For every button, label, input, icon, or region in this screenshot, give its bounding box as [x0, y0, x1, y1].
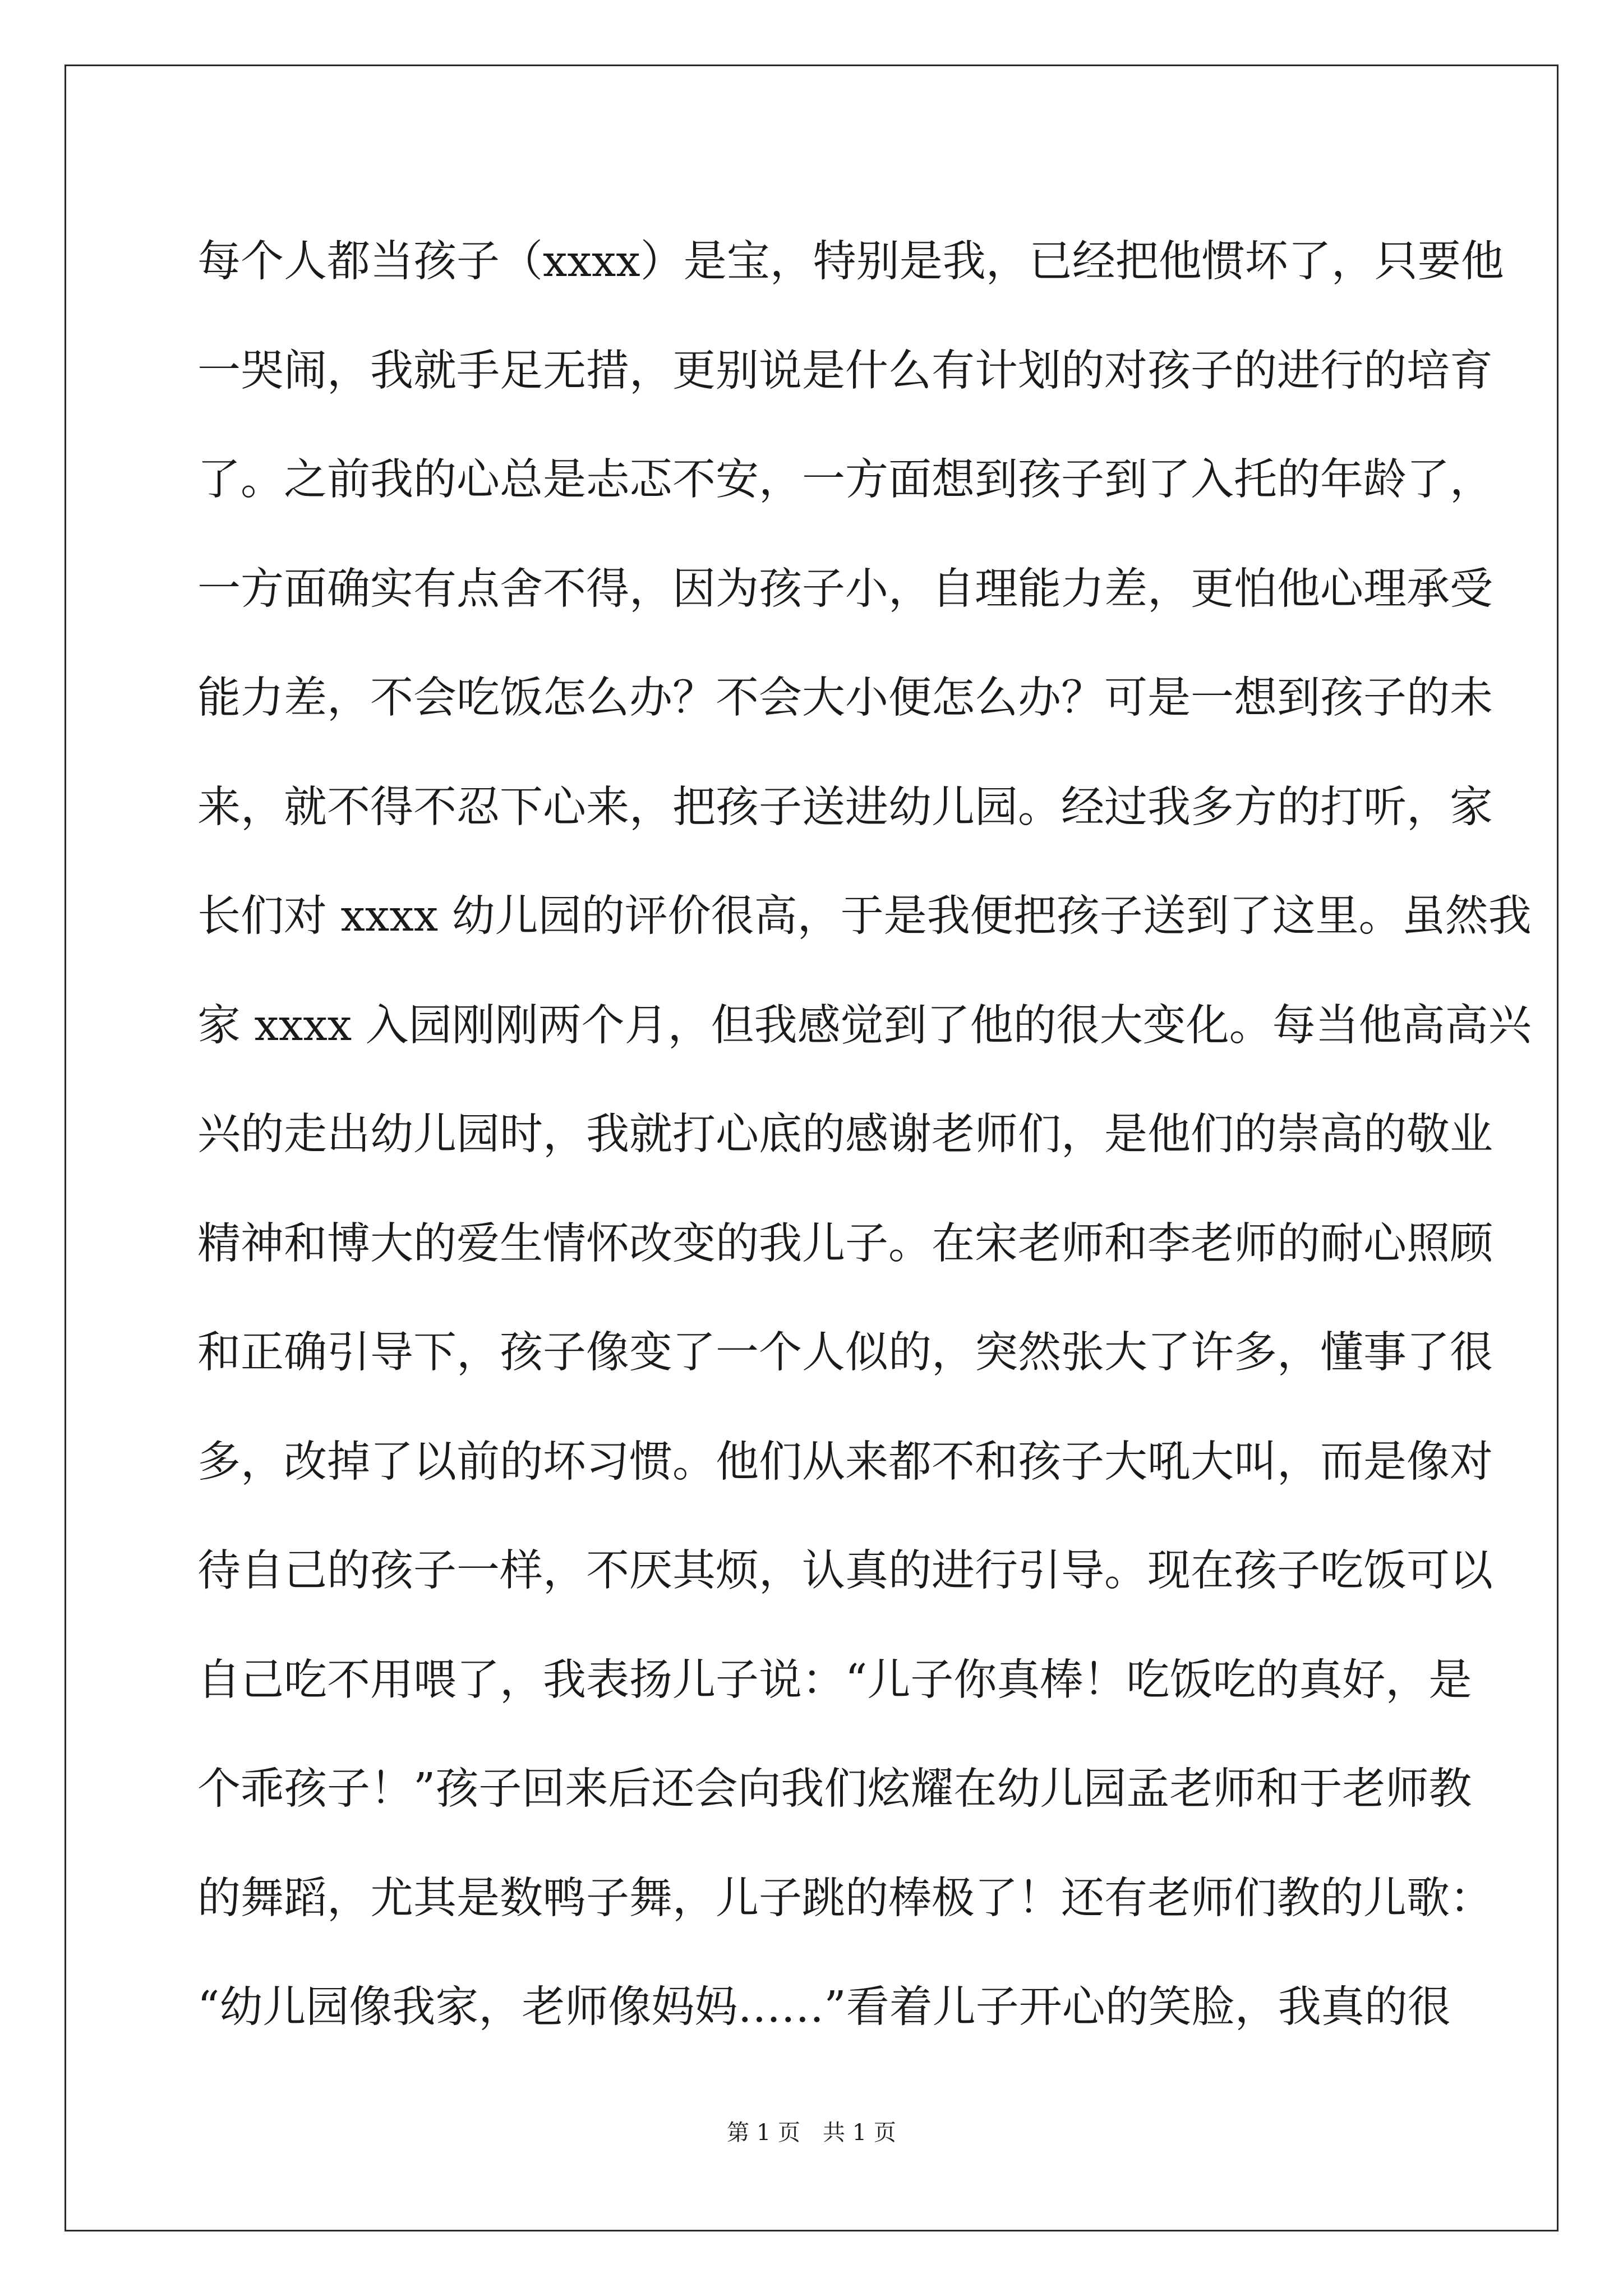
- text-line: 的舞蹈，尤其是数鸭子舞，儿子跳的棒极了！还有老师们教的儿歌：: [197, 1873, 1493, 1924]
- text-line: 每个人都当孩子（xxxx）是宝，特别是我，已经把他惯坏了，只要他: [197, 237, 1504, 287]
- document-body: [197, 208, 1532, 2063]
- text-line: 长们对 xxxx 幼儿园的评价很高，于是我便把孩子送到了这里。虽然我: [197, 891, 1532, 941]
- text-line: 能力差，不会吃饭怎么办？不会大小便怎么办？可是一想到孩子的未: [197, 673, 1493, 723]
- text-line: 精神和博大的爱生情怀改变的我儿子。在宋老师和李老师的耐心照顾: [197, 1218, 1493, 1269]
- text-line: 一哭闹，我就手足无措，更别说是什么有计划的对孩子的进行的培育: [197, 346, 1493, 396]
- text-line: 兴的走出幼儿园时，我就打心底的感谢老师们，是他们的崇高的敬业: [197, 1110, 1493, 1159]
- text-line: 家 xxxx 入园刚刚两个月，但我感觉到了他的很大变化。每当他高高兴: [197, 1000, 1532, 1051]
- text-line: 了。之前我的心总是忐忑不安，一方面想到孩子到了入托的年龄了，: [197, 455, 1493, 505]
- text-line: “幼儿园像我家，老师像妈妈……”看着儿子开心的笑脸，我真的很: [197, 1982, 1451, 2032]
- text-line: 来，就不得不忍下心来，把孩子送进幼儿园。经过我多方的打听，家: [197, 782, 1493, 832]
- text-line: 自己吃不用喂了，我表扬儿子说：“儿子你真棒！吃饭吃的真好，是: [197, 1655, 1472, 1705]
- page-number-footer: 第 1 页 共 1 页: [727, 2120, 896, 2146]
- text-line: 和正确引导下，孩子像变了一个人似的，突然张大了许多，懂事了很: [197, 1328, 1493, 1378]
- text-line: 多，改掉了以前的坏习惯。他们从来都不和孩子大吼大叫，而是像对: [197, 1437, 1493, 1487]
- text-line: 个乖孩子！”孩子回来后还会向我们炫耀在幼儿园孟老师和于老师教: [197, 1764, 1472, 1814]
- text-line: 一方面确实有点舍不得，因为孩子小，自理能力差，更怕他心理承受: [197, 564, 1493, 614]
- text-line: 待自己的孩子一样，不厌其烦，认真的进行引导。现在孩子吃饭可以: [197, 1546, 1493, 1596]
